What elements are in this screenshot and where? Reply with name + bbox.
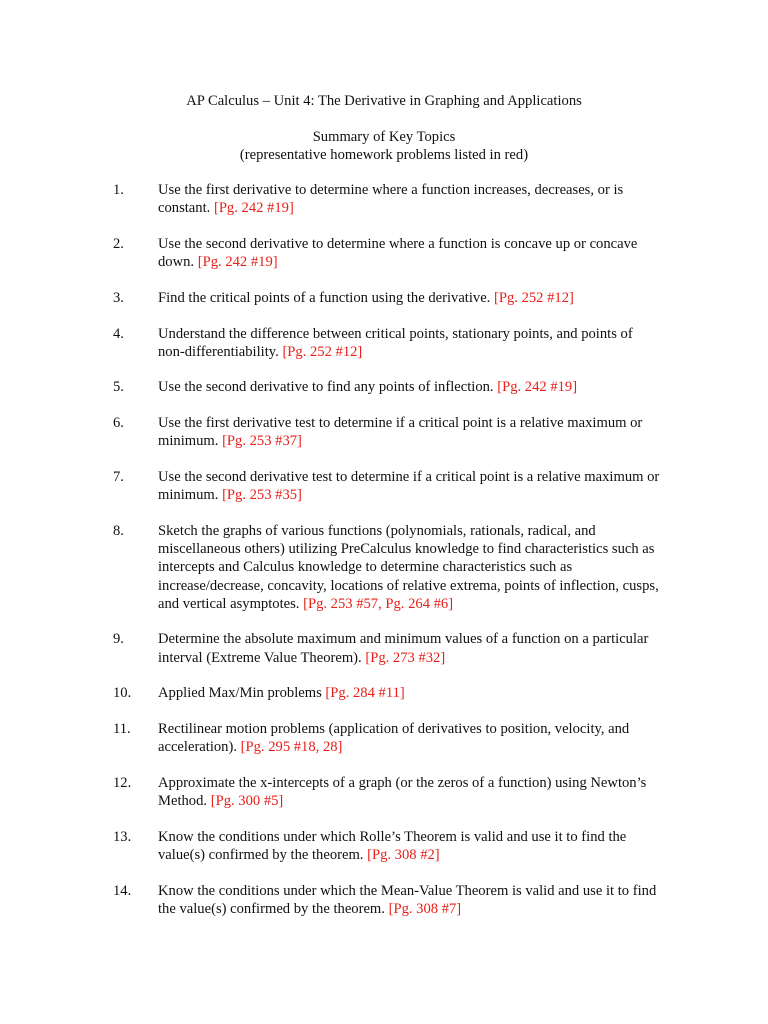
- topic-text: [158, 181, 662, 217]
- homework-reference: [Pg. 273 #32]: [365, 649, 446, 666]
- topic-item: [0, 522, 768, 613]
- topic-description: Rectilinear motion problems (application of derivatives to position, velocity, and acceleration).: [158, 721, 630, 756]
- page-note: (representative homework problems listed in red): [239, 147, 529, 163]
- homework-reference: [Pg. 242 #19]: [197, 254, 278, 271]
- topic-item: [0, 289, 768, 307]
- homework-reference: [Pg. 253 #57, Pg. 264 #6]: [303, 595, 454, 612]
- topic-description: Sketch the graphs of various functions (polynomials, rationals, radical, and miscellaneous others) utilizing PreCalculus knowledge to find characteristics such as intercepts and Calculus knowledge to determine characteristics such as increase/decrease, concavity, locations of relative extrema, points of inflection, cusps, and vertical asymptotes.: [158, 522, 659, 612]
- topic-item: [0, 828, 768, 864]
- topic-item: [0, 325, 768, 361]
- homework-reference: [Pg. 300 #5]: [210, 793, 284, 810]
- homework-reference: [Pg. 308 #2]: [367, 847, 440, 864]
- topic-text: [158, 522, 662, 613]
- topic-item: [0, 414, 768, 450]
- topic-item: [0, 720, 768, 756]
- topic-description: Applied Max/Min problems: [158, 685, 322, 702]
- topic-list: [0, 181, 768, 936]
- topic-text: [158, 828, 662, 864]
- topic-text: [158, 720, 662, 756]
- topic-number: 13.: [113, 828, 132, 845]
- topic-item: [0, 882, 768, 918]
- page-title: AP Calculus – Unit 4: The Derivative in Graphing and Applications: [186, 93, 582, 109]
- page-subtitle: Summary of Key Topics: [312, 129, 456, 145]
- homework-reference: [Pg. 284 #11]: [325, 685, 405, 702]
- topic-text: [158, 630, 662, 666]
- topic-text: [158, 774, 662, 810]
- homework-reference: [Pg. 253 #37]: [222, 433, 302, 450]
- topic-text: [158, 414, 662, 450]
- topic-number: 1.: [113, 182, 124, 198]
- topic-number: 8.: [113, 522, 124, 539]
- topic-description: Use the second derivative to find any points of inflection.: [158, 379, 494, 396]
- homework-reference: [Pg. 252 #12]: [494, 289, 574, 306]
- topic-description: Understand the difference between critical points, stationary points, and points of non-differentiability.: [158, 325, 633, 360]
- topic-item: [0, 684, 768, 702]
- topic-text: [158, 235, 662, 271]
- topic-description: Approximate the x-intercepts of a graph (or the zeros of a function) using Newton’s Method.: [158, 774, 647, 810]
- topic-description: Determine the absolute maximum and minimum values of a function on a particular interval (Extreme Value Theorem).: [158, 631, 649, 666]
- topic-description: Use the second derivative test to determine if a critical point is a relative maximum or minimum.: [158, 469, 660, 504]
- topic-number: 9.: [113, 631, 124, 648]
- topic-number: 14.: [113, 882, 132, 899]
- topic-number: 12.: [113, 774, 132, 791]
- homework-reference: [Pg. 253 #35]: [222, 487, 302, 504]
- topic-text: [158, 684, 662, 702]
- topic-item: [0, 468, 768, 504]
- homework-reference: [Pg. 242 #19]: [497, 379, 578, 396]
- homework-reference: [Pg. 242 #19]: [213, 200, 294, 217]
- homework-reference: [Pg. 252 #12]: [282, 343, 363, 360]
- topic-description: Know the conditions under which Rolle’s Theorem is valid and use it to find the value(s) confirmed by the theorem.: [158, 828, 627, 864]
- topic-text: [158, 289, 662, 307]
- topic-number: 4.: [113, 325, 124, 342]
- topic-number: 10.: [113, 685, 132, 702]
- topic-text: [158, 882, 662, 918]
- topic-number: 5.: [113, 379, 124, 396]
- homework-reference: [Pg. 295 #18, 28]: [240, 739, 343, 756]
- topic-number: 2.: [113, 235, 124, 252]
- topic-number: 6.: [113, 415, 124, 432]
- topic-item: [0, 378, 768, 396]
- topic-text: [158, 325, 662, 361]
- homework-reference: [Pg. 308 #7]: [388, 900, 462, 917]
- topic-item: [0, 774, 768, 810]
- topic-description: Use the first derivative to determine where a function increases, decreases, or is constant.: [158, 182, 624, 217]
- topic-description: Know the conditions under which the Mean-Value Theorem is valid and use it to find the value(s) confirmed by the theorem.: [158, 882, 657, 917]
- topic-description: Find the critical points of a function using the derivative.: [158, 289, 491, 306]
- topic-item: [0, 630, 768, 666]
- topic-item: [0, 235, 768, 271]
- topic-item: [0, 181, 768, 217]
- topic-number: 3.: [113, 289, 124, 306]
- topic-number: 11.: [113, 721, 131, 738]
- topic-text: [158, 468, 662, 504]
- topic-number: 7.: [113, 469, 124, 486]
- topic-text: [158, 378, 662, 396]
- topic-description: Use the first derivative test to determine if a critical point is a relative maximum or minimum.: [158, 415, 643, 450]
- topic-description: Use the second derivative to determine where a function is concave up or concave down.: [158, 235, 638, 271]
